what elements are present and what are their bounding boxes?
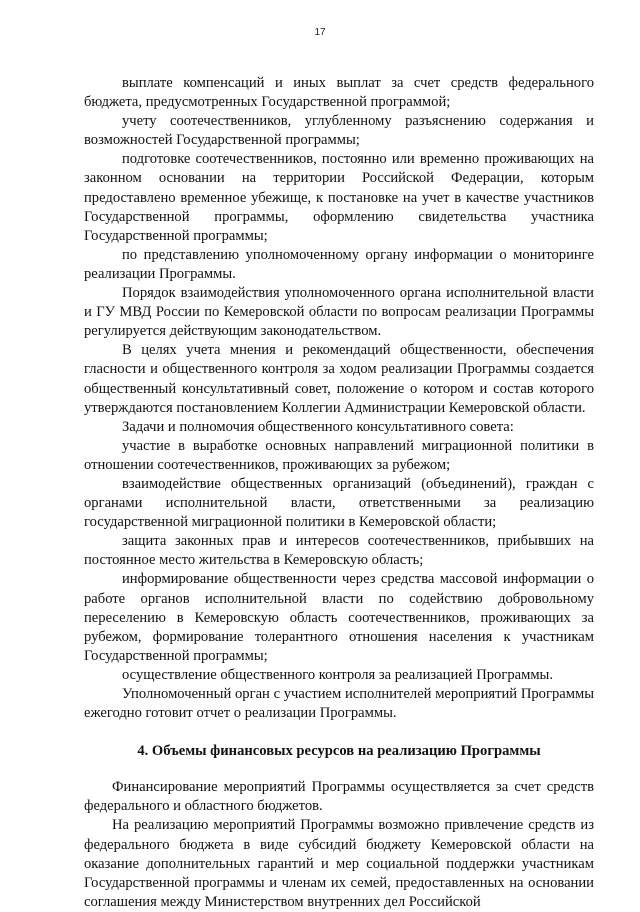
paragraph-public-control: осуществление общественного контроля за реализацией Программы.	[122, 666, 554, 683]
paragraph-compensation-payments: выплате компенсаций и иных выплат за счет средств федерального бюджета, предусмотренных Государственной программой;	[84, 75, 594, 111]
paragraph-interaction-order: Порядок взаимодействия уполномоченного органа исполнительной власти и ГУ МВД России по Кемеровской области по вопросам реализации Программы регулируется действующим законодательством.	[84, 285, 594, 340]
paragraph-council-tasks: Задачи и полномочия общественного консультативного совета:	[122, 418, 514, 435]
paragraph-federal-subsidies: На реализацию мероприятий Программы возможно привлечение средств из федерального бюджета в виде субсидий бюджету Кемеровской области на оказание дополнительных гарантий и мер социальной поддержки участникам Государственной программы и членам их семей, предоставленных на основании соглашения между Министерством внутренних дел Российской	[84, 817, 594, 910]
paragraph-migration-policy: участие в выработке основных направлений миграционной политики в отношении соотечественников, проживающих за рубежом;	[84, 437, 594, 473]
paragraph-public-council: В целях учета мнения и рекомендаций общественности, обеспечения гласности и общественного контроля за ходом реализации Программы создается общественный консультативный совет, положение о котором и состав которого утверждаются постановлением Коллегии Администрации Кемеровской области.	[84, 342, 594, 416]
paragraph-registration: учету соотечественников, углубленному разъяснению содержания и возможностей Государственной программы;	[84, 113, 594, 149]
document-body	[84, 74, 594, 912]
paragraph-monitoring: по представлению уполномоченному органу информации о мониторинге реализации Программы.	[84, 246, 594, 282]
paragraph-rights-protection: защита законных прав и интересов соотечественников, прибывших на постоянное место жительства в Кемеровскую область;	[84, 533, 594, 569]
paragraph-preparation: подготовке соотечественников, постоянно или временно проживающих на законном основании на территории Российской Федерации, которым предоставлено временное убежище, к постановке на учет в качестве участников Государственной программы, оформлению свидетельства участника Государственной программы;	[84, 151, 594, 244]
section-heading: 4. Объемы финансовых ресурсов на реализацию Программы	[137, 743, 541, 760]
paragraph-financing: Финансирование мероприятий Программы осуществляется за счет средств федерального и областного бюджетов.	[84, 779, 594, 815]
paragraph-organizations-interaction: взаимодействие общественных организаций (объединений), граждан с органами исполнительной власти, ответственными за реализацию государственной миграционной политики в Кемеровской области;	[84, 475, 594, 531]
page-number: 17	[314, 27, 326, 38]
paragraph-annual-report: Уполномоченный орган с участием исполнителей мероприятий Программы ежегодно готовит отчет о реализации Программы.	[84, 686, 594, 722]
paragraph-public-informing: информирование общественности через средства массовой информации о работе органов исполнительной власти по содействию добровольному переселению в Кемеровскую область соотечественников, проживающих за рубежом, формирование толерантного отношения населения к участникам Государственной программы;	[84, 571, 594, 664]
